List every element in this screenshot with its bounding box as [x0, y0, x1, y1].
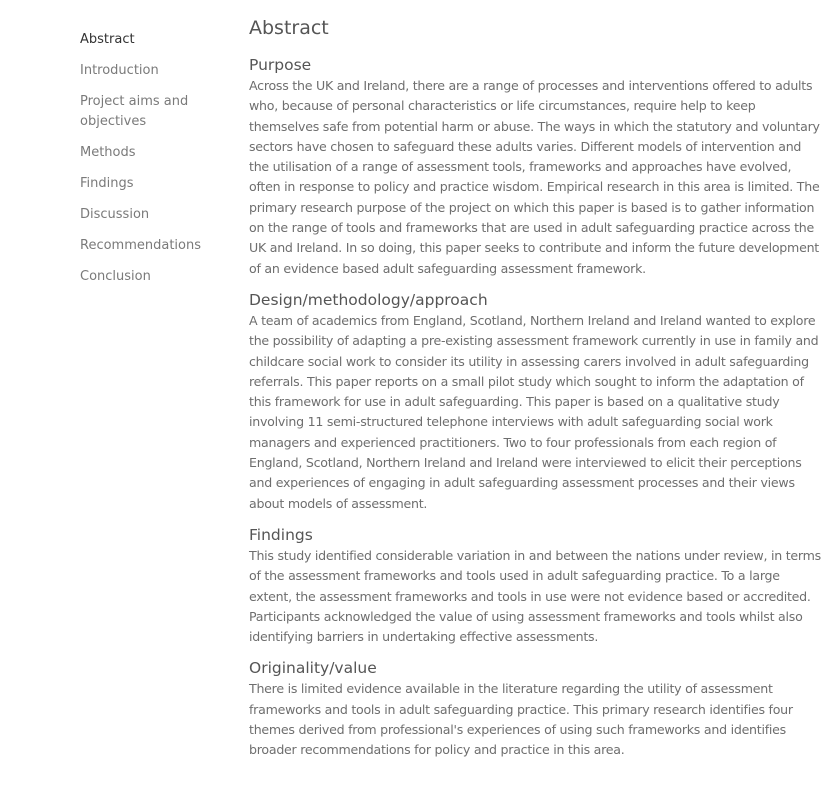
section-heading: Design/methodology/approach: [249, 290, 488, 309]
toc-item-conclusion[interactable]: Conclusion: [80, 269, 151, 284]
toc-item-recommendations[interactable]: Recommendations: [80, 238, 202, 253]
section-body: A team of academics from England, Scotland, Northern Ireland and Ireland wanted to explore the possibility of adapting a pre-existing assessment framework currently in use in family and childcare social work to consider its utility in assessing carers involved in adult safeguarding referrals. This paper reports on a small pilot study which sought to inform the adaptation of this framework for use in adult safeguarding. This paper is based on a qualitative study involving 11 semi-structured telephone interviews with adult safeguarding social work managers and experienced practitioners. Two to four professionals from each region of England, Scotland, Northern Ireland and Ireland were interviewed to elicit their perceptions and experiences of engaging in adult safeguarding assessment processes and their views about models of assessment.: [249, 312, 819, 511]
section-heading: Purpose: [249, 56, 312, 74]
section-originality-value: [249, 657, 823, 760]
page-title: Abstract: [249, 17, 329, 39]
toc-item-project-aims[interactable]: Project aims and objectives: [80, 94, 189, 129]
toc-item-discussion[interactable]: Discussion: [80, 207, 150, 222]
toc-item-introduction[interactable]: Introduction: [80, 63, 159, 78]
section-findings: [249, 524, 823, 647]
table-of-contents: [80, 30, 220, 298]
toc-item-findings[interactable]: Findings: [80, 176, 134, 191]
section-body: There is limited evidence available in the literature regarding the utility of assessment frameworks and tools in adult safeguarding practice. This primary research identifies four themes derived from professional's experiences of using such frameworks and identifies broader recommendations for policy and practice in this area.: [249, 681, 793, 758]
abstract-content: [249, 14, 823, 771]
toc-item-methods[interactable]: Methods: [80, 145, 136, 160]
section-purpose: [249, 54, 823, 279]
section-body: This study identified considerable variation in and between the nations under review, in terms of the assessment frameworks and tools used in adult safeguarding practice. To a large extent, the assessment frameworks and tools in use were not evidence based or accredited. Participants acknowledged the value of using assessment frameworks and tools whilst also identifying barriers in undertaking effective assessments.: [249, 547, 821, 645]
section-heading: Originality/value: [249, 659, 377, 678]
section-design-methodology: [249, 289, 823, 514]
section-body: Across the UK and Ireland, there are a range of processes and interventions offered to adults who, because of personal characteristics or life circumstances, require help to keep themselves safe from potential harm or abuse. The ways in which the statutory and voluntary sectors have chosen to safeguard these adults varies. Different models of intervention and the utilisation of a range of assessment tools, frameworks and approaches have evolved, often in response to policy and practice wisdom. Empirical research in this area is limited. The primary research purpose of the project on which this paper is based is to gather information on the range of tools and frameworks that are used in adult safeguarding practice across the UK and Ireland. In so doing, this paper seeks to contribute and inform the future development of an evidence based adult safeguarding assessment framework.: [249, 78, 820, 276]
toc-item-abstract[interactable]: Abstract: [80, 32, 135, 47]
section-heading: Findings: [249, 525, 313, 544]
